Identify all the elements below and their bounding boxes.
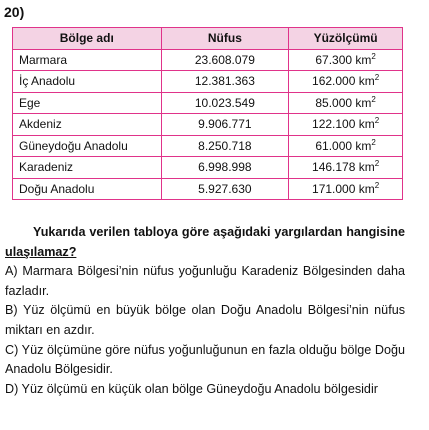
region-name-cell: Marmara [13,49,162,71]
area-cell: 146.178 $km^2$ [289,157,403,179]
region-name-cell: Ege [13,92,162,114]
area-cell: 67.300 $km^2$ [289,49,403,71]
table-row [13,157,403,179]
header-area: Yüzölçümü [289,28,403,50]
question-stem: Yukarıda verilen tabloya göre aşağıdaki yargılardan hangisine ulaşılamaz? [5,225,405,259]
header-region-name: Bölge adı [13,28,162,50]
area-cell: 61.000 $km^2$ [289,135,403,157]
population-cell: 9.906.771 [161,114,289,136]
region-table [12,27,403,200]
region-name-cell: Güneydoğu Anadolu [13,135,162,157]
population-cell: 12.381.363 [161,71,289,93]
area-cell: 162.000 $km^2$ [289,71,403,93]
table-row [13,71,403,93]
header-population: Nüfus [161,28,289,50]
option-c[interactable]: C) Yüz ölçümüne göre nüfus yoğunluğunun en fazla olduğu bölge Doğu Anadolu Bölgesidir. [5,342,405,377]
area-cell: 122.100 $km^2$ [289,114,403,136]
table-row [13,114,403,136]
question-number: 20) [4,4,25,20]
region-name-cell: Akdeniz [13,114,162,136]
question-body [5,223,405,399]
region-name-cell: İç Anadolu [13,71,162,93]
population-cell: 23.608.079 [161,49,289,71]
table-row [13,178,403,200]
population-cell: 10.023.549 [161,92,289,114]
option-d[interactable]: D) Yüz ölçümü en küçük olan bölge Güneydoğu Anadolu bölgesidir [5,381,378,396]
option-a[interactable]: A) Marmara Bölgesi’nin nüfus yoğunluğu Karadeniz Bölgesinden daha fazladır. [5,264,405,298]
table-row [13,49,403,71]
area-cell: 85.000 $km^2$ [289,92,403,114]
table-row [13,92,403,114]
table-header-row [13,28,403,50]
population-cell: 5.927.630 [161,178,289,200]
option-b[interactable]: B) Yüz ölçümü en büyük bölge olan Doğu Anadolu Bölgesi’nin nüfus miktarı en azdır. [5,303,405,337]
area-cell: 171.000 $km^2$ [289,178,403,200]
underlined-keyword: ulaşılamaz? [5,244,77,259]
population-cell: 6.998.998 [161,157,289,179]
population-cell: 8.250.718 [161,135,289,157]
region-name-cell: Karadeniz [13,157,162,179]
region-name-cell: Doğu Anadolu [13,178,162,200]
table-row [13,135,403,157]
